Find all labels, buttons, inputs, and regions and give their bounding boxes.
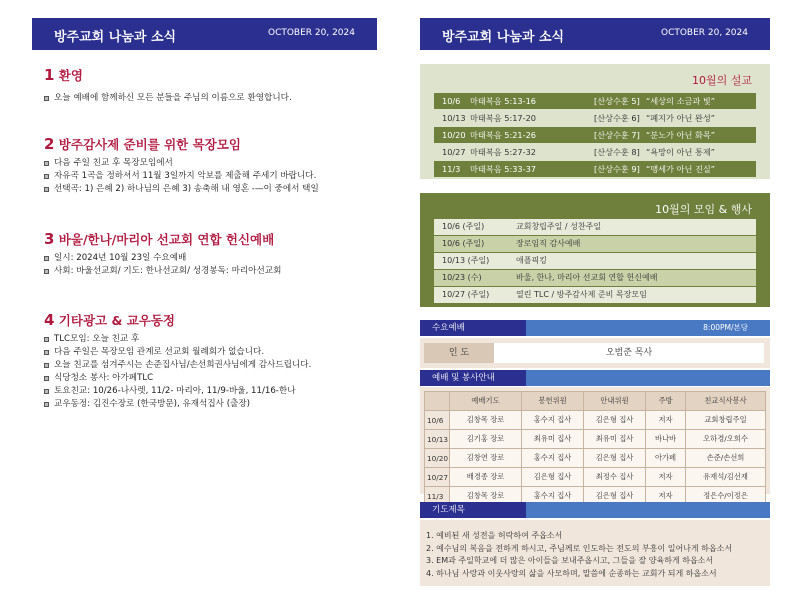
list-item: 일시: 2024년 10월 23일 수요예배 (44, 252, 281, 265)
list-item: 3. EM과 주일학교에 더 많은 아이들을 보내주옵시고, 그들을 잘 양육하게 하옵소서 (426, 556, 714, 565)
prayer-box (420, 520, 770, 586)
wednesday-leader-box (420, 338, 770, 368)
section-2-list (44, 157, 319, 196)
header-right (420, 18, 770, 50)
sermon-row: 10/6 마태복음 5:13-16 [산상수훈 5] “세상의 소금과 빛” (434, 93, 756, 109)
list-item: 1. 예비된 새 성전을 허락하여 주옵소서 (426, 531, 563, 540)
table-row: 11/3 김창목 장로 홍수지 집사 김은형 집사 저자 정은수/이정은 (425, 487, 766, 506)
prayer-bar (420, 502, 770, 518)
list-item: 선택곡: 1) 은혜 2) 하나님의 은혜 3) 송축해 내 영혼 -—이 중에서 택일 (44, 183, 319, 196)
table-header-row: 예배기도 봉헌위원 안내위원 주방 친교식사봉사 (425, 392, 766, 411)
section-3-title: 3 바울/한나/마리아 선교회 연합 헌신예배 (44, 230, 275, 248)
section-3-list (44, 252, 281, 278)
sermon-row: 10/20 마태복음 5:21-26 [산상수훈 7] “분노가 아닌 화목” (434, 127, 756, 143)
list-item: 오늘 예배에 함께하신 모든 분들을 주님의 이름으로 환영합니다. (44, 92, 292, 105)
list-item: 2. 예수님의 복음을 전하게 하시고, 주님께로 인도하는 전도의 부흥이 일어나게 하옵소서 (426, 543, 733, 553)
service-bar-fill (526, 370, 770, 386)
event-row: 10/13 (주일) 애플픽킹 (434, 253, 756, 269)
events-caption: 10월의 모임 & 행사 (655, 203, 752, 216)
page-date-right: OCTOBER 20, 2024 (660, 28, 748, 38)
service-table-box (420, 387, 770, 501)
list-item: 사회: 바울선교회/ 기도: 한나선교회/ 성경봉독: 마리아선교회 (44, 265, 281, 278)
list-item: 토요친교: 10/26-나사렛, 11/2- 마리아, 11/9-바울, 11/16-한나 (44, 385, 311, 398)
list-item: 4. 하나님 사랑과 이웃사랑의 삶을 사모하며, 말씀에 순종하는 교회가 되게 하옵소서 (426, 568, 717, 578)
event-row: 10/27 (주일) 열린 TLC / 방주감사제 준비 목장모임 (434, 287, 756, 303)
sermon-row: 10/13 마태복음 5:17-20 [산상수훈 6] “폐지가 아닌 완성” (434, 110, 756, 126)
list-item: 다음 주일은 목장모임 관계로 선교회 월례회가 없습니다. (44, 346, 311, 359)
sermon-schedule (420, 64, 770, 179)
table-row: 10/13 김기홍 장로 최유미 집사 최유미 집사 바나바 오하경/오희수 (425, 430, 766, 449)
list-item: 식당청소 봉사: 아가페TLC (44, 372, 311, 385)
page-date: OCTOBER 20, 2024 (267, 28, 355, 38)
wednesday-time: 8:00PM/본당 (526, 320, 770, 336)
prayer-label: 기도제목 (420, 502, 526, 518)
leader-label: 인 도 (424, 343, 494, 363)
table-row: 10/20 김창연 장로 홍수지 집사 김은형 집사 아가페 손준/손선희 (425, 449, 766, 468)
section-1-list (44, 92, 292, 105)
list-item: TLC모임: 오늘 친교 후 (44, 333, 311, 346)
leader-name: 오범준 목사 (494, 343, 764, 363)
page-title-right: 방주교회 나눔과 소식 (442, 30, 565, 45)
list-item: 교우동정: 김진수장로 (한국방문), 유재석집사 (출장) (44, 398, 311, 411)
event-row: 10/23 (수) 바울, 한나, 마리아 선교회 연합 헌신예배 (434, 270, 756, 286)
prayer-list (426, 530, 732, 580)
table-row: 10/27 배경종 장로 김은형 집사 최정수 집사 저자 유재석/김선재 (425, 468, 766, 487)
sermon-caption: 10월의 설교 (692, 74, 752, 87)
section-2-title: 2 방주감사제 준비를 위한 목장모임 (44, 135, 241, 153)
section-4-title: 4 기타광고 & 교우동정 (44, 311, 176, 329)
section-4-list (44, 333, 311, 411)
section-1-title: 1 환영 (44, 66, 83, 84)
page-title: 방주교회 나눔과 소식 (54, 30, 177, 45)
list-item: 다음 주일 친교 후 목장모임에서 (44, 157, 319, 170)
list-item: 자유곡 1곡을 정하셔서 11월 3일까지 악보를 제출해 주세기 바랍니다. (44, 170, 319, 183)
event-row: 10/6 (주일) 교회창립주일 / 성찬주일 (434, 219, 756, 235)
service-label: 예배 및 봉사안내 (420, 370, 526, 386)
events-schedule (420, 193, 770, 307)
list-item: 오늘 친교를 섬겨주시는 손준집사님/손선희권사님에게 감사드립니다. (44, 359, 311, 372)
wednesday-bar (420, 320, 770, 336)
wednesday-label: 수요예배 (420, 320, 526, 336)
event-row: 10/6 (주일) 장로임직 감사예배 (434, 236, 756, 252)
service-bar (420, 370, 770, 386)
prayer-bar-fill (526, 502, 770, 518)
service-table (424, 391, 766, 506)
table-row: 10/6 김창목 장로 홍수지 집사 김은형 집사 저자 교회창립주일 (425, 411, 766, 430)
sermon-row: 10/27 마태복음 5:27-32 [산상수훈 8] “욕망이 아닌 통제” (434, 144, 756, 160)
sermon-row: 11/3 마태복음 5:33-37 [산상수훈 9] “맹세가 아닌 진실” (434, 161, 756, 177)
header-left (32, 18, 377, 50)
